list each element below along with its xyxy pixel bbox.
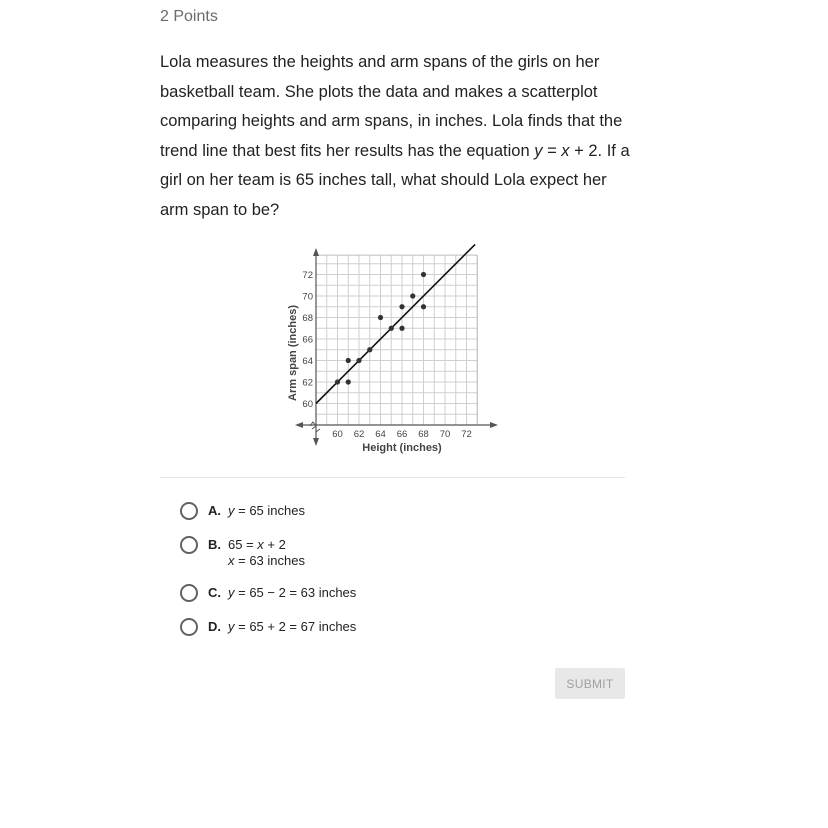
option-d-letter: D. — [208, 619, 221, 634]
option-b-text — [228, 537, 305, 569]
data-point — [399, 304, 404, 309]
x-tick-label: 72 — [461, 429, 472, 440]
y-tick-label: 66 — [302, 334, 313, 346]
question-var-y: y — [534, 141, 543, 160]
option-text-segment: 65 = — [228, 537, 258, 552]
radio-a[interactable] — [180, 502, 198, 520]
option-variable: y — [228, 503, 235, 518]
x-tick-label: 64 — [375, 429, 386, 440]
y-tick-label: 62 — [302, 377, 313, 389]
radio-c[interactable] — [180, 584, 198, 602]
option-text-segment: = 65 − 2 = 63 inches — [234, 585, 357, 600]
data-point — [356, 358, 361, 363]
option-text-segment: = 65 inches — [234, 503, 305, 518]
option-text-line-1 — [228, 503, 305, 519]
y-tick-label: 68 — [302, 313, 313, 324]
y-axis-break — [312, 426, 320, 432]
x-tick-label: 68 — [418, 429, 429, 440]
data-point — [421, 304, 426, 309]
radio-d[interactable] — [180, 618, 198, 636]
question-eq-mid: = — [542, 141, 562, 160]
data-point — [367, 347, 372, 352]
data-point — [335, 379, 340, 384]
option-c[interactable] — [180, 584, 356, 602]
x-axis-arrow-left — [295, 422, 303, 428]
y-tick-label: 64 — [302, 356, 313, 367]
y-axis-label: Arm span (inches) — [287, 304, 299, 401]
option-text-line-1 — [228, 619, 356, 635]
scatterplot-svg — [280, 240, 510, 460]
radio-b[interactable] — [180, 536, 198, 554]
y-tick-label: 70 — [302, 291, 313, 303]
option-b-letter: B. — [208, 537, 221, 552]
option-a-text — [228, 503, 305, 519]
question-text — [160, 48, 630, 226]
option-variable: y — [228, 585, 235, 600]
option-a[interactable] — [180, 502, 305, 520]
option-text-segment: = 63 inches — [234, 553, 305, 568]
option-text-line-1 — [228, 537, 305, 553]
question-part2: + 2. If a girl on her team is 65 inches tall, what should Lola expect her arm span to be? — [160, 141, 630, 219]
data-point — [389, 326, 394, 331]
data-point — [410, 293, 415, 298]
option-b[interactable] — [180, 536, 305, 569]
option-text-segment: = 65 + 2 = 67 inches — [234, 619, 357, 634]
y-axis-arrow-bottom — [313, 438, 319, 446]
trend-line — [316, 244, 475, 403]
y-axis-arrow-top — [313, 248, 319, 256]
option-variable: x — [257, 537, 264, 552]
x-tick-label: 60 — [332, 429, 343, 440]
x-axis-arrow-right — [490, 422, 498, 428]
question-part1: Lola measures the heights and arm spans of the girls on her basketball team. She plots the data and makes a scatterplot comparing heights and arm spans, in inches. Lola finds that the trend line that best fits her results has the equation — [160, 53, 623, 160]
option-c-letter: C. — [208, 585, 221, 600]
option-text-line-2 — [228, 553, 305, 569]
x-tick-label: 66 — [396, 429, 408, 440]
option-d[interactable] — [180, 618, 356, 636]
submit-button[interactable]: SUBMIT — [555, 668, 625, 699]
option-text-segment: + 2 — [263, 537, 286, 552]
option-a-letter: A. — [208, 503, 221, 518]
x-tick-label: 70 — [439, 429, 451, 440]
x-axis-label: Height (inches) — [362, 442, 442, 454]
option-variable: x — [228, 553, 235, 568]
y-tick-label: 60 — [302, 399, 313, 410]
option-variable: y — [228, 619, 235, 634]
option-c-text — [228, 585, 356, 601]
data-point — [421, 272, 426, 277]
option-d-text — [228, 619, 356, 635]
data-point — [378, 315, 383, 320]
scatterplot — [280, 240, 510, 460]
question-var-x: x — [561, 141, 570, 160]
data-point — [346, 358, 351, 363]
data-point — [399, 326, 404, 331]
y-tick-label: 72 — [302, 270, 313, 281]
data-point — [346, 379, 351, 384]
divider — [160, 477, 625, 478]
x-tick-label: 62 — [353, 429, 365, 440]
points-label: 2 Points — [160, 8, 218, 25]
option-text-line-1 — [228, 585, 356, 601]
